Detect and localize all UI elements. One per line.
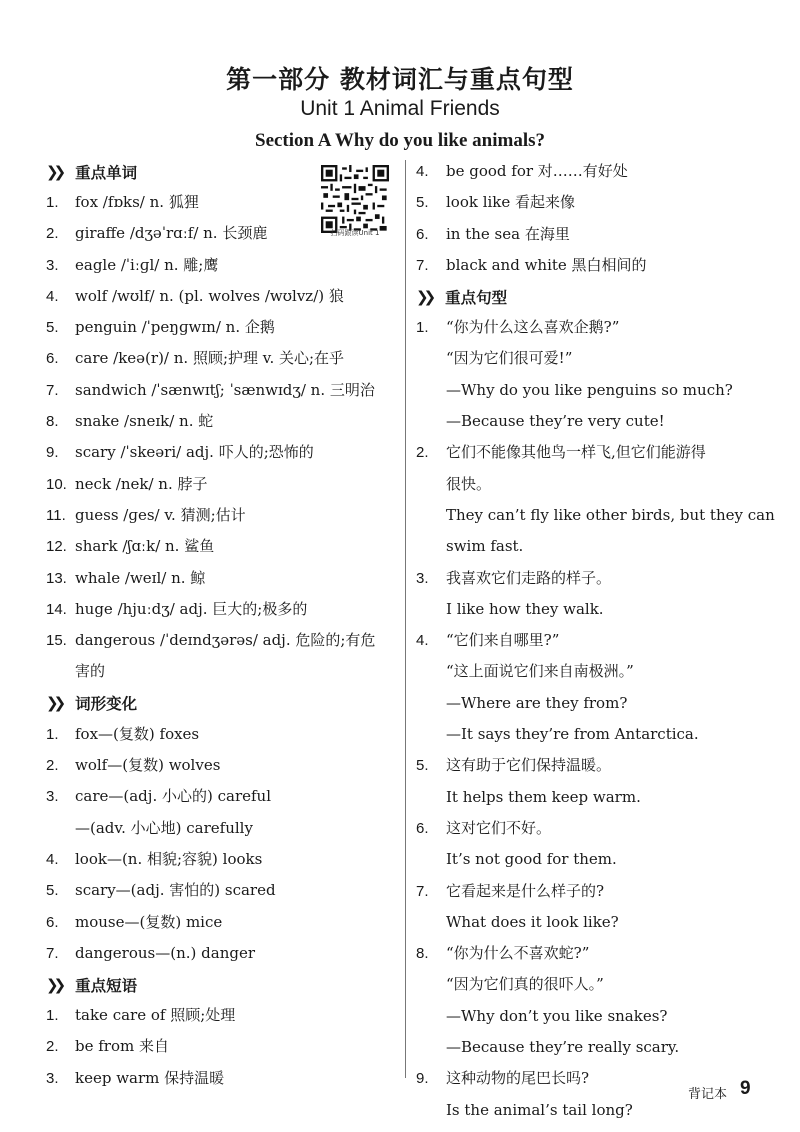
item-line: fox /fɒks/ n. 狐狸 (75, 193, 199, 211)
list-item (46, 625, 398, 688)
list-item (46, 563, 398, 594)
item-body (446, 938, 761, 1063)
item-number: 6. (416, 225, 429, 243)
item-line: 这种动物的尾巴长吗? (446, 1069, 590, 1088)
item-line: I like how they walk. (446, 599, 604, 618)
list-item (46, 844, 398, 875)
item-line: “它们来自哪里?” (446, 631, 560, 650)
item-body (75, 375, 398, 406)
vocab-heading-label: 重点单词 (75, 163, 138, 182)
item-number: 5. (46, 319, 59, 337)
item-body (446, 813, 761, 876)
list-item (46, 500, 398, 531)
item-number: 11. (46, 506, 66, 524)
item-body (75, 594, 398, 625)
list-item (46, 375, 398, 406)
list-item (46, 594, 398, 625)
list-item (46, 907, 398, 938)
item-line: 它们不能像其他鸟一样飞,但它们能游得 (446, 443, 706, 462)
forms-heading (46, 688, 398, 719)
item-line: penguin /ˈpeŋɡwɪn/ n. 企鹅 (75, 318, 275, 337)
item-body (75, 1031, 398, 1062)
item-line: “你为什么不喜欢蛇?” (446, 944, 590, 963)
phrases-heading-label: 重点短语 (75, 976, 138, 995)
item-line: —Why do you like penguins so much? (446, 380, 733, 399)
list-item (46, 1063, 398, 1094)
item-number: 5. (416, 194, 429, 212)
item-body (75, 500, 398, 531)
list-item (416, 437, 775, 562)
item-line: keep warm 保持温暖 (75, 1068, 225, 1087)
item-line: look like 看起来像 (446, 193, 576, 212)
sentences-heading-label: 重点句型 (445, 288, 508, 307)
phrases-heading (46, 969, 398, 1000)
item-number: 2. (416, 444, 429, 462)
list-item (46, 343, 398, 374)
list-item (416, 750, 761, 813)
item-line: It helps them keep warm. (446, 787, 641, 806)
item-line: be from 来自 (75, 1037, 169, 1056)
list-item (46, 531, 398, 562)
sentences-section (416, 281, 775, 1126)
list-item (46, 281, 398, 312)
footer-label: 背记本 (688, 1087, 728, 1102)
item-number: 7. (46, 381, 59, 399)
phrases-list-right (416, 156, 761, 281)
forms-section (46, 688, 398, 969)
item-line: scary /ˈskeəri/ adj. 吓人的;恐怖的 (75, 443, 314, 462)
item-body (446, 876, 761, 939)
chevron-right-icon: ❯❯ (46, 162, 62, 181)
forms-heading-label: 词形变化 (75, 695, 138, 714)
item-line: 很快。 (446, 474, 492, 493)
list-item (46, 406, 398, 437)
item-line: —It says they’re from Antarctica. (446, 725, 699, 744)
list-item (416, 312, 761, 437)
item-line: care—(adj. 小心的) careful (75, 787, 271, 806)
item-number: 1. (46, 725, 59, 743)
item-body (75, 1063, 398, 1094)
item-number: 1. (46, 1007, 59, 1025)
list-item (46, 781, 398, 844)
item-line: giraffe /dʒəˈrɑːf/ n. 长颈鹿 (75, 224, 268, 243)
item-number: 13. (46, 569, 67, 587)
item-body (75, 938, 398, 969)
item-number: 8. (416, 945, 429, 963)
item-number: 5. (46, 882, 59, 900)
item-body (75, 1000, 398, 1031)
item-line: sandwich /ˈsænwɪtʃ; ˈsænwɪdʒ/ n. 三明治 (75, 380, 375, 399)
item-body (75, 312, 398, 343)
item-body (75, 625, 398, 688)
left-column (46, 156, 398, 1094)
list-item (46, 312, 398, 343)
list-item (416, 938, 761, 1063)
item-number: 3. (416, 569, 429, 587)
item-line: 我喜欢它们走路的样子。 (446, 568, 612, 587)
item-number: 9. (416, 1070, 429, 1088)
list-item (46, 1031, 398, 1062)
item-line: look—(n. 相貌;容貌) looks (75, 849, 263, 868)
item-number: 14. (46, 600, 67, 618)
item-line: “你为什么这么喜欢企鹅?” (446, 318, 620, 337)
item-body (446, 187, 761, 218)
list-item (416, 625, 761, 750)
item-body (75, 781, 398, 844)
item-line: black and white 黑白相间的 (446, 255, 647, 274)
item-number: 4. (46, 850, 59, 868)
list-item (46, 938, 398, 969)
item-line: wolf—(复数) wolves (75, 756, 221, 775)
item-number: 15. (46, 632, 67, 650)
item-body (75, 343, 398, 374)
item-body (75, 281, 398, 312)
item-line: “因为它们很可爱!” (446, 349, 573, 368)
item-body (446, 750, 761, 813)
item-body (75, 250, 398, 281)
item-number: 12. (46, 538, 67, 556)
vocab-list (46, 187, 398, 688)
page-title: 第一部分 教材词汇与重点句型 (226, 65, 574, 94)
item-line: “这上面说它们来自南极洲。” (446, 662, 634, 681)
item-line: swim fast. (446, 537, 524, 556)
item-number: 1. (46, 194, 59, 211)
item-number: 5. (416, 757, 429, 775)
item-body (446, 312, 761, 437)
list-item (46, 437, 398, 468)
item-body (75, 719, 398, 750)
item-body (75, 750, 398, 781)
item-line: scary—(adj. 害怕的) scared (75, 881, 276, 900)
phrases-list-left (46, 1000, 398, 1094)
item-line: —Where are they from? (446, 693, 628, 712)
item-line: neck /nek/ n. 脖子 (75, 474, 208, 493)
item-line: care /keə(r)/ n. 照顾;护理 v. 关心;在乎 (75, 349, 345, 368)
qr-caption: 扫码跟读Unit 1 (330, 229, 380, 237)
item-body (446, 563, 761, 626)
page-number: 9 (740, 1078, 751, 1099)
list-item (416, 876, 761, 939)
item-number: 3. (46, 1069, 59, 1087)
item-line: 这有助于它们保持温暖。 (446, 756, 612, 775)
list-item (46, 1000, 398, 1031)
item-line: What does it look like? (446, 912, 619, 931)
item-line: They can’t fly like other birds, but they can (446, 505, 775, 524)
item-body (446, 437, 775, 562)
item-line: —Because they’re really scary. (446, 1038, 680, 1057)
chevron-right-icon: ❯❯ (46, 694, 62, 713)
item-line: —(adv. 小心地) carefully (75, 818, 253, 837)
item-body (75, 469, 398, 500)
item-body (75, 563, 398, 594)
item-number: 2. (46, 1038, 59, 1056)
item-line: Is the animal’s tail long? (446, 1100, 633, 1119)
list-item (46, 250, 398, 281)
item-number: 3. (46, 788, 59, 806)
item-number: 2. (46, 757, 59, 775)
item-body (75, 907, 398, 938)
list-item (46, 719, 398, 750)
item-line: shark /ʃɑːk/ n. 鲨鱼 (75, 537, 215, 556)
item-number: 2. (46, 225, 59, 243)
item-body (75, 844, 398, 875)
item-number: 3. (46, 256, 59, 274)
item-line: —Because they’re very cute! (446, 412, 665, 431)
list-item (46, 469, 398, 500)
item-number: 1. (416, 319, 429, 337)
item-line: It’s not good for them. (446, 850, 617, 869)
chevron-right-icon: ❯❯ (416, 287, 432, 306)
item-body (75, 437, 398, 468)
list-item (416, 156, 761, 187)
item-line: 害的 (75, 662, 106, 681)
item-line: snake /sneɪk/ n. 蛇 (75, 412, 214, 431)
item-line: take care of 照顾;处理 (75, 1006, 236, 1025)
item-number: 7. (416, 882, 429, 900)
item-number: 7. (46, 944, 59, 962)
item-body (75, 531, 398, 562)
sentences-heading (416, 281, 761, 312)
item-body (446, 219, 761, 250)
item-body (446, 250, 761, 281)
item-line: eagle /ˈiːɡl/ n. 雕;鹰 (75, 255, 219, 274)
item-number: 8. (46, 413, 59, 431)
unit-title: Unit 1 Animal Friends (300, 97, 500, 120)
item-line: huge /hjuːdʒ/ adj. 巨大的;极多的 (75, 599, 308, 618)
chevron-right-icon: ❯❯ (46, 975, 62, 994)
list-item (416, 187, 761, 218)
item-line: wolf /wʊlf/ n. (pl. wolves /wʊlvz/) 狼 (75, 286, 344, 305)
item-number: 4. (416, 163, 429, 180)
sentences-list (416, 312, 775, 1126)
item-line: whale /weɪl/ n. 鲸 (75, 568, 206, 587)
item-body (75, 406, 398, 437)
qr-code-icon[interactable] (321, 165, 389, 233)
phrases-section (46, 969, 398, 1094)
item-number: 10. (46, 475, 67, 493)
item-line: dangerous /ˈdeɪndʒərəs/ adj. 危险的;有危 (75, 631, 376, 650)
item-body (75, 875, 398, 906)
item-line: in the sea 在海里 (446, 224, 570, 243)
item-number: 4. (46, 287, 59, 305)
list-item (416, 219, 761, 250)
list-item (46, 750, 398, 781)
item-line: 这对它们不好。 (446, 818, 552, 837)
item-number: 6. (46, 913, 59, 931)
item-number: 6. (416, 819, 429, 837)
item-line: mouse—(复数) mice (75, 912, 223, 931)
item-number: 6. (46, 350, 59, 368)
item-body (446, 156, 761, 187)
item-line: be good for 对……有好处 (446, 162, 628, 180)
list-item (416, 563, 761, 626)
item-number: 4. (416, 632, 429, 650)
list-item (416, 250, 761, 281)
section-title: Section A Why do you like animals? (255, 130, 545, 151)
right-column (416, 156, 775, 1126)
item-line: fox—(复数) foxes (75, 724, 200, 743)
column-divider (405, 160, 406, 1078)
list-item (46, 875, 398, 906)
item-line: 它看起来是什么样子的? (446, 881, 605, 900)
item-line: guess /ɡes/ v. 猜测;估计 (75, 505, 246, 524)
forms-list (46, 719, 398, 969)
list-item (416, 813, 761, 876)
item-number: 7. (416, 256, 429, 274)
item-line: “因为它们真的很吓人。” (446, 975, 604, 994)
item-body (446, 625, 761, 750)
item-line: dangerous—(n.) danger (75, 943, 255, 962)
item-line: —Why don’t you like snakes? (446, 1006, 668, 1025)
item-number: 9. (46, 444, 59, 462)
